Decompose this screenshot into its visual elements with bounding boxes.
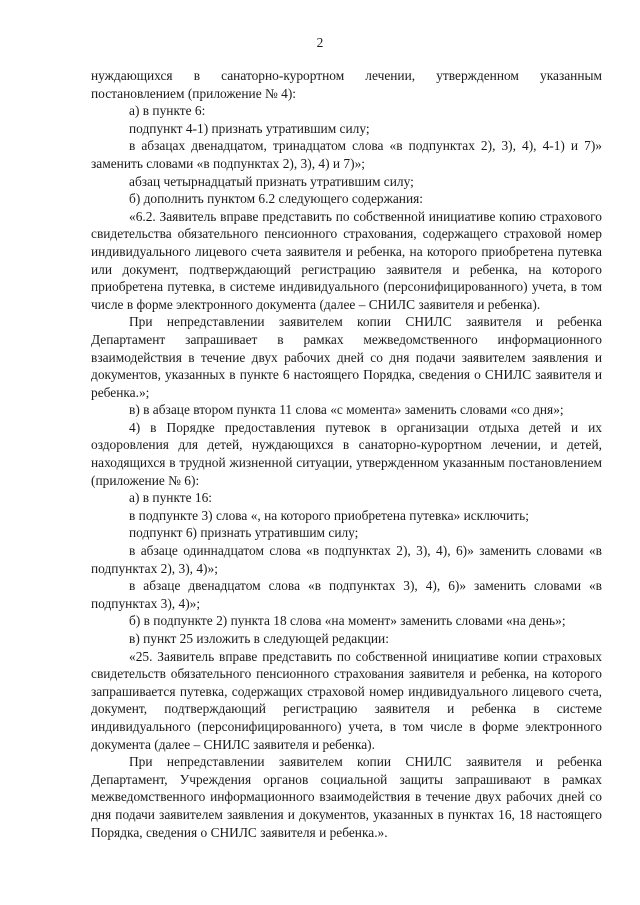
paragraph: При непредставлении заявителем копии СНИЛС заявителя и ребенка Департамент запрашивает в рамках межведомственного информационного взаимодействия в течение двух рабочих дней со дня подачи заявителем заявления и документов, указанных в пункте 6 настоящего Порядка, сведения о СНИЛС заявителя и ребенка.»; (91, 314, 602, 400)
page-number: 2 (316, 35, 324, 50)
paragraph: «6.2. Заявитель вправе представить по собственной инициативе копию страхового свидетельства обязательного пенсионного страхования, содержащего страховой номер индивидуального лицевого счета заявителя и ребенка, на которого приобретена путевка или документ, подтверждающий регистрацию заявителя и ребенка, на которого приобретена путевка, в системе индивидуального (персонифицированного) учета, в том числе в форме электронного документа (далее – СНИЛС заявителя и ребенка). (91, 208, 602, 312)
paragraph: в) в абзаце втором пункта 11 слова «с момента» заменить словами «со дня»; (129, 402, 564, 418)
paragraph: б) в подпункте 2) пункта 18 слова «на момент» заменить словами «на день»; (129, 613, 566, 629)
paragraph: подпункт 6) признать утратившим силу; (129, 525, 359, 541)
paragraph: нуждающихся в санаторно-курортном лечении, утвержденном указанным постановлением (приложение № 4): (91, 68, 602, 101)
paragraph: а) в пункте 6: (129, 103, 206, 119)
paragraph: 4) в Порядке предоставления путевок в организации отдыха детей и их оздоровления для детей, нуждающихся в санаторно-курортном лечении, и детей, находящихся в трудной жизненной ситуации, утвержденном указанным постановлением (приложение № 6): (91, 419, 602, 488)
paragraph: абзац четырнадцатый признать утратившим силу; (129, 173, 414, 189)
paragraph: б) дополнить пунктом 6.2 следующего содержания: (129, 191, 423, 207)
paragraph: в) пункт 25 изложить в следующей редакции: (129, 631, 389, 646)
paragraph: в абзаце одиннадцатом слова «в подпунктах 2), 3), 4), 6)» заменить словами «в подпунктах 2), 3), 4)»; (91, 543, 602, 576)
paragraph: в абзацах двенадцатом, тринадцатом слова «в подпунктах 2), 3), 4), 4-1) и 7)» заменить словами «в подпунктах 2), 3), 4) и 7)»; (91, 138, 602, 171)
document-body (91, 67, 602, 841)
paragraph: а) в пункте 16: (129, 490, 213, 506)
paragraph: подпункт 4-1) признать утратившим силу; (129, 120, 370, 136)
paragraph: При непредставлении заявителем копии СНИЛС заявителя и ребенка Департамент, Учреждения органов социальной защиты запрашивают в рамках межведомственного информационного взаимодействия в течение двух рабочих дней со дня подачи заявителем заявления и документов, указанных в пунктах 16, 18 настоящего Порядка, сведения о СНИЛС заявителя и ребенка.». (91, 754, 602, 840)
paragraph: в подпункте 3) слова «, на которого приобретена путевка» исключить; (129, 507, 529, 523)
paragraph: «25. Заявитель вправе представить по собственной инициативе копии страховых свидетельств обязательного пенсионного страхования заявителя и ребенка, на которого запрашивается путевка, содержащих страховой номер индивидуального лицевого счета, документ, подтверждающий регистрацию заявителя и ребенка в системе индивидуального (персонифицированного) учета, в том числе в форме электронного документа (далее – СНИЛС заявителя и ребенка). (91, 648, 602, 752)
paragraph: в абзаце двенадцатом слова «в подпунктах 3), 4), 6)» заменить словами «в подпунктах 3), 4)»; (91, 578, 602, 611)
